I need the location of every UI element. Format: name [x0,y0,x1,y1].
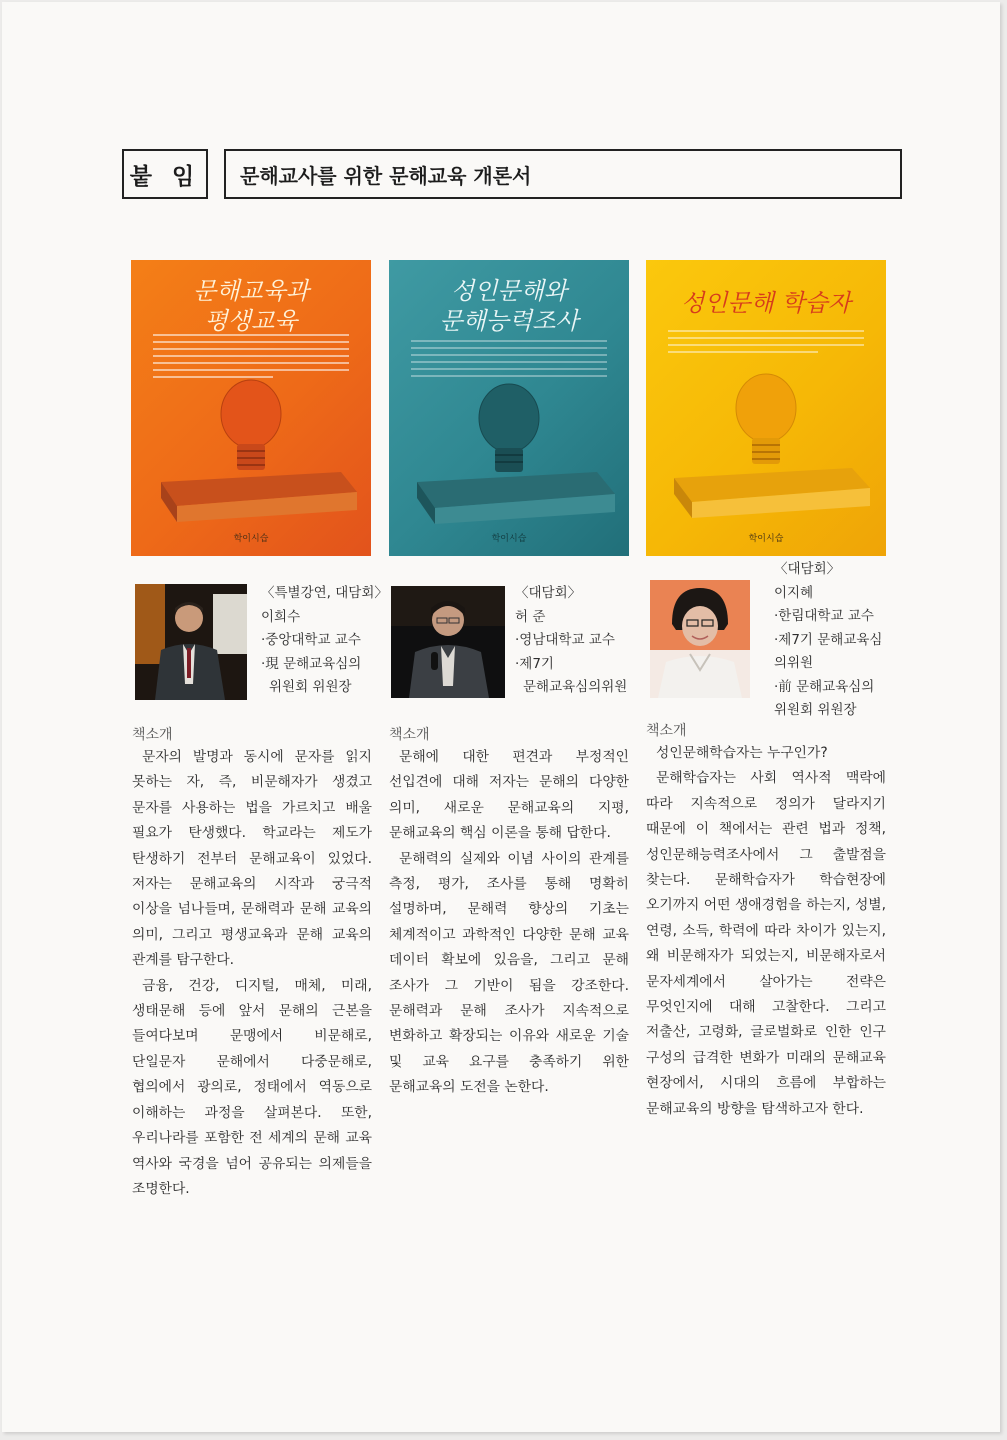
book-title: 성인문해 학습자 [681,289,851,317]
author-role: 〈대담회〉 [515,585,582,601]
author-role: 〈대담회〉 [774,561,841,577]
book-cover-2 [389,260,629,556]
publisher-logo: 학이시습 [748,534,784,544]
author-photo-3 [650,580,750,698]
author-detail: 위원회 위원장 [774,702,857,718]
author-detail: 문해교육심의위원 [523,679,628,695]
intro-paragraph: 문해학습자는 사회 역사적 맥락에 따라 지속적으로 정의가 달라지기 때문에 이 책에서는 관련 법과 정책, 성인문해능력조사에서 그 출발점을 찾는다. 문해학습자가 학습현장에 오기까지 어떤 생애경험을 하는지, 성별, 연령, 소득, 학력에 따라 차이가 있는지, 왜 비문해자가 되었는지, 비문해자로서 문자세계에서 살아가는 전략은 무엇인지에 대해 고찰한다. 그리고 저출산, 고령화, 글로벌화로 인한 인구 구성의 급격한 변화가 미래의 문해교육 현장에서, 시대의 흐름에 부합하는 문해교육의 방향을 탐색하고자 한다. [646,770,886,1117]
book-intro-2 [389,724,629,1101]
book-title: 성인문해와 문해능력조사 [439,277,579,335]
author-detail: 위원회 위원장 [269,679,352,695]
intro-paragraph: 금융, 건강, 디지털, 매체, 미래, 생태문해 등에 앞서 문해의 근본을 들여다보며 문맹에서 비문해로, 단일문자 문해에서 다중문해로, 협의에서 광의로, 정태에서 역동으로 이해하는 과정을 살펴본다. 또한, 우리나라를 포함한 전 세계의 문해 교육 역사와 국경을 넘어 공유되는 의제들을 조명한다. [132,977,372,1197]
book-intro-3 [646,720,886,1122]
intro-heading: 책소개 [389,727,430,743]
author-info-1 [261,582,388,700]
page [2,2,1000,1432]
author-detail: ·前 문해교육심의 [774,678,875,695]
author-name: 허 준 [515,608,546,625]
author-detail: ·한림대학교 교수 [774,608,874,624]
author-photo-2 [391,586,505,698]
author-role: 〈특별강연, 대담회〉 [261,585,388,601]
intro-paragraph: 문해에 대한 편견과 부정적인 선입견에 대해 저자는 문해의 다양한 의미, 새로운 문해교육의 지평, 문해교육의 핵심 이론을 통해 답한다. [389,749,629,842]
book-intro-1 [132,724,372,1202]
book-cover-1 [131,260,371,556]
author-detail: 의위원 [774,655,814,671]
author-detail: ·제7기 [515,655,554,672]
intro-paragraph: 성인문해학습자는 누구인가? [656,745,828,761]
author-info-3 [774,558,882,723]
author-detail: ·중앙대학교 교수 [261,632,361,648]
author-info-2 [515,582,627,700]
page-title: 문해교사를 위한 문해교육 개론서 [224,149,902,199]
intro-heading: 책소개 [132,727,173,743]
author-photo-1 [135,584,247,700]
author-detail: ·現 문해교육심의 [261,655,362,672]
intro-paragraph: 문자의 발명과 동시에 문자를 읽지 못하는 자, 즉, 비문해자가 생겼고 문자를 사용하는 법을 가르치고 배울 필요가 탄생했다. 학교라는 제도가 탄생하기 전부터 문해교육이 있었다. 저자는 문해교육의 시작과 궁극적 이상을 넘나들며, 문해력과 문해 교육의 의미, 그리고 평생교육과 문해 교육의 관계를 탐구한다. [132,749,372,969]
author-name: 이지혜 [774,584,814,601]
author-name: 이희수 [261,608,301,625]
author-detail: ·영남대학교 교수 [515,632,615,648]
attachment-label: 붙 임 [122,149,208,199]
publisher-logo: 학이시습 [491,534,527,544]
intro-heading: 책소개 [646,723,687,739]
publisher-logo: 학이시습 [233,534,269,544]
author-detail: ·제7기 문해교육심 [774,631,883,648]
book-cover-3 [646,260,886,556]
book-title: 문해교육과 평생교육 [193,277,309,335]
intro-paragraph: 문해력의 실제와 이념 사이의 관계를 측정, 평가, 조사를 통해 명확히 설명하며, 문해력 향상의 기초는 체계적이고 과학적인 다양한 문해 교육 데이터 확보에 있음을, 그리고 문해 조사가 그 기반이 됨을 강조한다. 문해력과 문해 조사가 지속적으로 변화하고 확장되는 이유와 새로운 기술 및 교육 요구를 충족하기 위한 문해교육의 도전을 논한다. [389,850,629,1096]
